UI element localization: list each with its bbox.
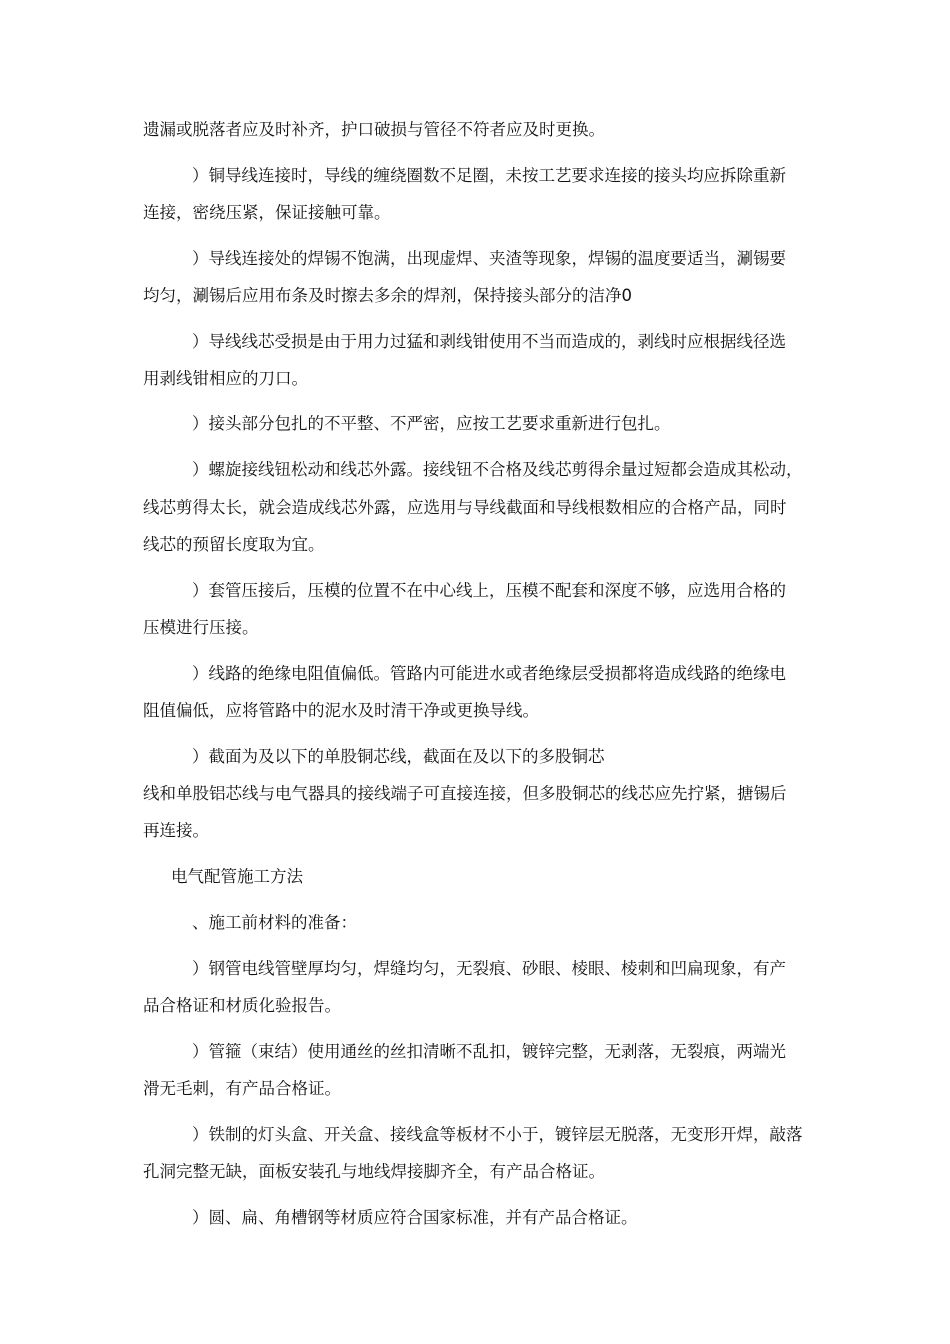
section-heading: 电气配管施工方法 bbox=[171, 867, 303, 886]
text-line: 均匀，涮锡后应用布条及时擦去多余的焊剂，保持接头部分的洁净0 bbox=[143, 286, 632, 305]
text-line: ）铁制的灯头盒、开关盒、接线盒等板材不小于，镀锌层无脱落，无变形开焊，敲落 bbox=[192, 1125, 803, 1144]
text-line: ）套管压接后，压模的位置不在中心线上，压模不配套和深度不够，应选用合格的 bbox=[192, 581, 786, 600]
text-line: 连接，密绕压紧，保证接触可靠。 bbox=[143, 203, 391, 222]
text-line: ）接头部分包扎的不平整、不严密，应按工艺要求重新进行包扎。 bbox=[192, 414, 671, 433]
text-line: 滑无毛刺，有产品合格证。 bbox=[143, 1079, 341, 1098]
subsection-heading: 、施工前材料的准备： bbox=[192, 913, 357, 932]
text-line: ）导线连接处的焊锡不饱满，出现虚焊、夹渣等现象，焊锡的温度要适当，涮锡要 bbox=[192, 249, 786, 268]
text-line: ）钢管电线管壁厚均匀，焊缝均匀，无裂痕、砂眼、棱眼、棱刺和凹扁现象，有产 bbox=[192, 959, 786, 978]
text-line: ）铜导线连接时，导线的缠绕圈数不足圈，未按工艺要求连接的接头均应拆除重新 bbox=[192, 166, 786, 185]
text-line: 品合格证和材质化验报告。 bbox=[143, 996, 341, 1015]
text-line: 遗漏或脱落者应及时补齐，护口破损与管径不符者应及时更换。 bbox=[143, 120, 605, 139]
text-line: ）线路的绝缘电阻值偏低。管路内可能进水或者绝缘层受损都将造成线路的绝缘电 bbox=[192, 664, 786, 683]
text-line: 线和单股铝芯线与电气器具的接线端子可直接连接，但多股铜芯的线芯应先拧紧，搪锡后 bbox=[143, 784, 787, 803]
text-line: 线芯的预留长度取为宜。 bbox=[143, 535, 325, 554]
text-line: ）螺旋接线钮松动和线芯外露。接线钮不合格及线芯剪得余量过短都会造成其松动， bbox=[192, 460, 803, 479]
text-line: 线芯剪得太长，就会造成线芯外露，应选用与导线截面和导线根数相应的合格产品，同时 bbox=[143, 498, 787, 517]
text-line: ）管箍（束结）使用通丝的丝扣清晰不乱扣，镀锌完整，无剥落，无裂痕，两端光 bbox=[192, 1042, 786, 1061]
text-line: 孔洞完整无缺，面板安装孔与地线焊接脚齐全，有产品合格证。 bbox=[143, 1162, 605, 1181]
text-line: 用剥线钳相应的刀口。 bbox=[143, 369, 308, 388]
text-line: 再连接。 bbox=[143, 821, 209, 840]
text-line: ）截面为及以下的单股铜芯线，截面在及以下的多股铜芯 bbox=[192, 747, 605, 766]
text-line: 阻值偏低，应将管路中的泥水及时清干净或更换导线。 bbox=[143, 701, 539, 720]
text-line: ）圆、扁、角槽钢等材质应符合国家标准，并有产品合格证。 bbox=[192, 1208, 638, 1227]
text-line: ）导线线芯受损是由于用力过猛和剥线钳使用不当而造成的，剥线时应根据线径选 bbox=[192, 332, 786, 351]
text-line: 压模进行压接。 bbox=[143, 618, 259, 637]
